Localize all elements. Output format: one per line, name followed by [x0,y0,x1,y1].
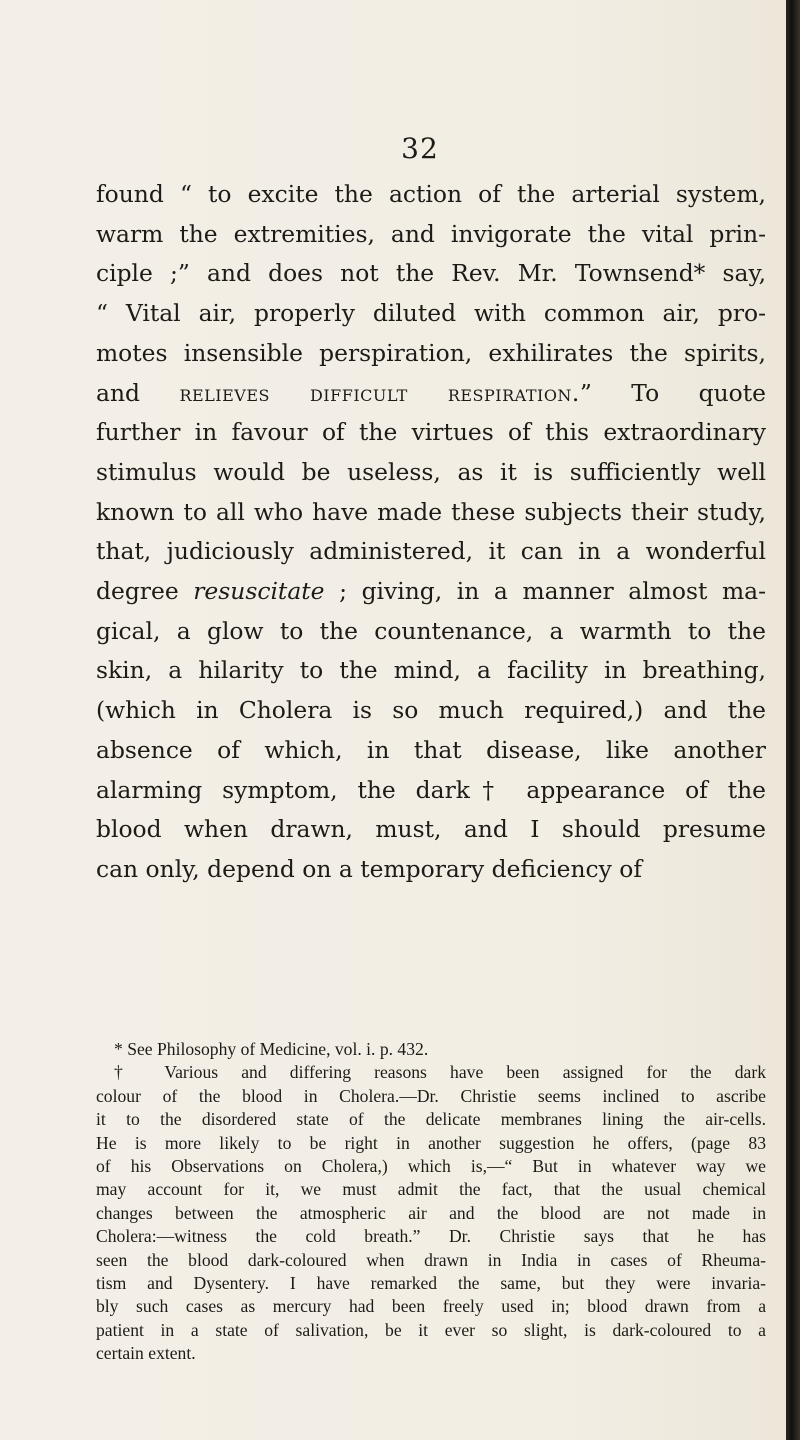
footnote-line: certain extent. [96,1343,196,1364]
italic-emphasis: resuscitate [193,577,325,606]
footnote-line: it to the disordered state of the delicate membranes lining the air-cells. [96,1109,766,1130]
footnote-line: of his Observations on Cholera,) which is,—“ But in whatever way we [96,1156,766,1177]
body-line: known to all who have made these subjects their study, [96,497,766,526]
body-line: warm the extremities, and invigorate the vital prin- [96,219,766,248]
body-line: found “ to excite the action of the arterial system, [96,180,766,208]
body-line [96,572,766,612]
body-line: ciple ;” and does not the Rev. Mr. Townsend* say, [96,259,766,288]
body-line: blood when drawn, must, and I should presume [96,815,766,844]
footnote-line: colour of the blood in Cholera.—Dr. Christie seems inclined to ascribe [96,1085,766,1106]
body-line [96,374,766,414]
body-text-run: ” To quote [579,378,766,407]
footnote-line: patient in a state of salivation, be it ever so slight, is dark-coloured to a [96,1319,766,1340]
footnote-line: He is more likely to be right in another suggestion he offers, (page 83 [96,1132,766,1153]
small-caps-emphasis: relieves difficult respiration. [179,378,580,407]
body-text-run: ; giving, in a manner almost ma- [339,577,767,606]
footnote-line: * See Philosophy of Medicine, vol. i. p. 432. [114,1039,429,1059]
body-line: “ Vital air, properly diluted with common air, pro- [96,299,766,328]
body-line: gical, a glow to the countenance, a warmth to the [96,616,766,645]
footnote-line: seen the blood dark-coloured when drawn in India in cases of Rheuma- [96,1249,766,1270]
footnote-line: Cholera:—witness the cold breath.” Dr. Christie says that he has [96,1226,766,1247]
body-line: absence of which, in that disease, like another [96,735,766,764]
page-edge-shadow [786,0,800,1440]
body-line: can only, depend on a temporary deficiency of [96,854,643,883]
footnote-line: † Various and differing reasons have been assigned for the dark [114,1062,766,1083]
body-line: that, judiciously administered, it can in a wonderful [96,537,766,566]
footnote-line: changes between the atmospheric air and the blood are not made in [96,1202,766,1223]
footnote-line: may account for it, we must admit the fact, that the usual chemical [96,1179,766,1200]
body-line: alarming symptom, the dark† appearance of the [96,775,766,804]
body-text-run: and [96,378,140,407]
footnote-line: bly such cases as mercury had been freely used in; blood drawn from a [96,1296,766,1317]
body-line: (which in Cholera is so much required,) and the [96,696,766,725]
body-text-run: degree [96,577,179,606]
body-line: motes insensible perspiration, exhilirates the spirits, [96,338,766,367]
body-line: further in favour of the virtues of this extraordinary [96,418,766,447]
body-text [96,175,766,890]
footnote-line: tism and Dysentery. I have remarked the same, but they were invaria- [96,1273,766,1294]
footnotes [96,1038,766,1366]
body-line: stimulus would be useless, as it is sufficiently well [96,457,766,486]
body-line: skin, a hilarity to the mind, a facility in breathing, [96,656,766,685]
page-number: 32 [401,132,439,165]
